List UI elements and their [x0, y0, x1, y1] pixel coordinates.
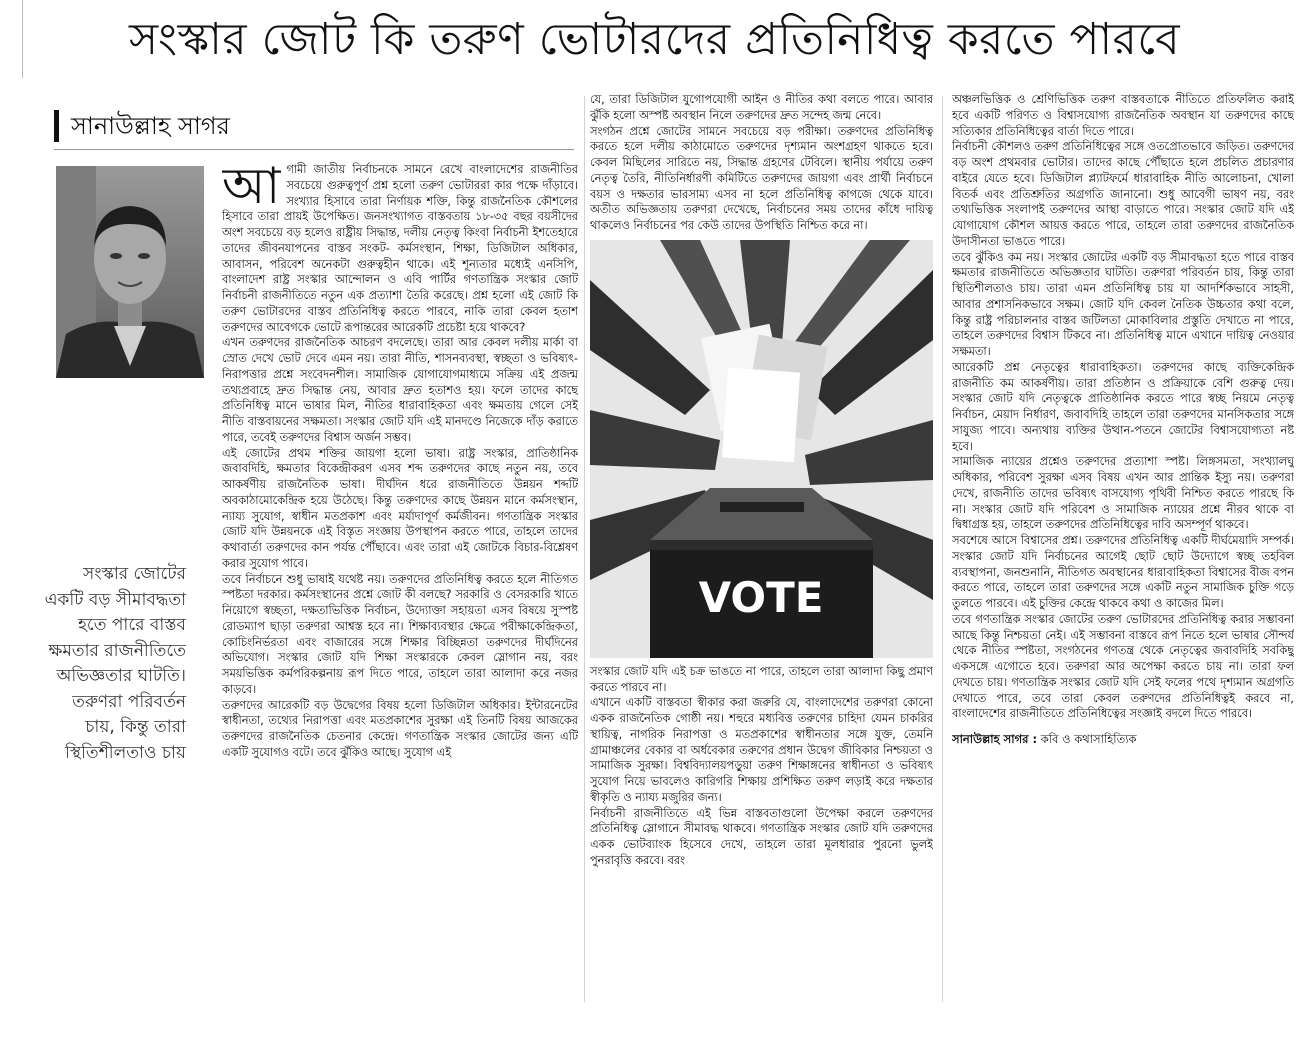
byline [54, 104, 574, 148]
vote-label: VOTE [698, 572, 824, 622]
author-note-desc: কবি ও কথাসাহিত্যিক [1040, 732, 1137, 746]
paragraph: তবে ঝুঁকিও কম নয়। সংস্কার জোটের একটি বড় সীমাবদ্ধতা হতে পারে বাস্তব ক্ষমতার রাজনীতিতে অভিজ্ঞতার ঘাটতি। তরুণরা পরিবর্তন চায়, কিন্তু তারা স্থিতিশীলতাও চায়। তারা এমন প্রতিনিধিত্ব চায় যা আদর্শিকভাবে সাহসী, আবার প্রশাসনিকভাবে সক্ষম। জোট যদি কেবল নৈতিক উচ্চতার কথা বলে, কিন্তু রাষ্ট্র পরিচালনার বাস্তব জটিলতা মোকাবিলার প্রস্তুতি দেখাতে না পারে, তাহলে তরুণদের বিশ্বাস টিকবে না। প্রতিনিধিত্ব মানে এখানে দায়িত্ব নেওয়ার সক্ষমতা। [952, 250, 1294, 358]
paragraph: তবে গণতান্ত্রিক সংস্কার জোটের তরুণ ভোটারদের প্রতিনিধিত্ব করার সম্ভাবনা আছে কিন্তু নিশ্চয়তা নেই। এই সম্ভাবনা বাস্তবে রূপ নিতে হলে ভাষার সৌন্দর্য থেকে নীতির স্পষ্টতা, সংগঠনের গণতন্ত্র থেকে নেতৃত্বের জবাবদিহি সবকিছু একসঙ্গে এগোতে হবে। তরুণরা আর অপেক্ষা করতে চায় না। তারা ফল দেখতে চায়। গণতান্ত্রিক সংস্কার জোট যদি সেই ফলের পথে দৃশ্যমান অগ্রগতি দেখাতে পারে, তবে তারা কেবল তরুণদের প্রতিনিধিত্বই করবে না, বাংলাদেশের রাজনীতিতে প্রতিনিধিত্বের সংজ্ঞাই বদলে দিতে পারবে। [952, 612, 1294, 721]
paragraph: এখন তরুণদের রাজনৈতিক আচরণ বদলেছে। তারা আর কেবল দলীয় মার্কা বা স্রোত দেখে ভোট দেবে এমন নয়। তারা নীতি, শাসনব্যবস্থা, স্বচ্ছতা ও ভবিষ্যৎ-নিরাপত্তার প্রশ্নে সংবেদনশীল। সামাজিক যোগাযোগমাধ্যমে সক্রিয় এই প্রজন্ম তথ্যপ্রবাহে দ্রুত সিদ্ধান্ত নেয়, আবার দ্রুত হতাশও হয়। ফলে তাদের কাছে প্রতিনিধিত্ব মানে ভাষার মিল, নীতির ধারাবাহিকতা এবং ক্ষমতায় গেলে সেই নীতি বাস্তবায়নের সক্ষমতা। সংস্কার জোট যদি এই মানদণ্ডে নিজেকে দাঁড় করাতে পারে, তবেই তরুণদের বিশ্বাস অর্জন সম্ভব। [222, 336, 578, 444]
article-column-3 [952, 92, 1294, 1028]
paragraph: নির্বাচনী কৌশলও তরুণ প্রতিনিধিত্বের সঙ্গে ওতপ্রোতভাবে জড়িত। তরুণদের বড় অংশ প্রথমবার ভোটার। তাদের কাছে পৌঁছাতে হলে প্রচলিত প্রচারণার বাইরে যেতে হবে। ডিজিটাল প্ল্যাটফর্মে ধারাবাহিক নীতি আলোচনা, খোলা বিতর্ক এবং প্রতিশ্রুতির অগ্রগতি জানানো। শুধু আবেগী ভাষণ নয়, বরং তথ্যভিত্তিক সংলাপই তরুণদের আস্থা বাড়াতে পারে। সংস্কার জোট যদি এই যোগাযোগ কৌশল আয়ত্ত করতে পারে, তাহলে তারা তরুণদের রাজনৈতিক উদাসীনতা ভাঙতে পারে। [952, 140, 1294, 248]
margin-rule [22, 0, 23, 78]
paragraph: অঞ্চলভিত্তিক ও শ্রেণিভিত্তিক তরুণ বাস্তবতাকে নীতিতে প্রতিফলিত করাই হবে একটি পরিণত ও বিশ্বাসযোগ্য রাজনৈতিক অবস্থান যা তরুণদের কাছে সত্যিকার প্রতিনিধিত্বের বার্তা দিতে পারে। [952, 93, 1294, 138]
paragraph: এখানে একটি বাস্তবতা স্বীকার করা জরুরি যে, বাংলাদেশের তরুণরা কোনো একক রাজনৈতিক গোষ্ঠী নয়। শহুরে মধ্যবিত্ত তরুণের চাহিদা যেমন চাকরির স্থায়িত্ব, নাগরিক নিরাপত্তা ও মতপ্রকাশের স্বাধীনতার সঙ্গে যুক্ত, তেমনি গ্রামাঞ্চলের বেকার বা অর্ধবেকার তরুণের প্রধান উদ্বেগ জীবিকার নিশ্চয়তা ও সামাজিক সুরক্ষা। বিশ্ববিদ্যালয়পড়ুয়া তরুণ শিক্ষাঙ্গনের স্বাধীনতা ও ভবিষ্যৎ সুযোগ নিয়ে ভাবলেও কারিগরি শিক্ষায় প্রশিক্ষিত তরুণ লড়াই করে দক্ষতার স্বীকৃতি ও ন্যায্য মজুরির জন্য। [590, 696, 933, 804]
paragraph: সংস্কার জোট যদি এই চক্র ভাঙতে না পারে, তাহলে তারা আলাদা কিছু প্রমাণ করতে পারবে না। [590, 664, 933, 694]
pull-quote: সংস্কার জোটের একটি বড় সীমাবদ্ধতা হতে পারে বাস্তব ক্ষমতার রাজনীতিতে অভিজ্ঞতার ঘাটতি। তরুণরা পরিবর্তন চায়, কিন্তু তারা স্থিতিশীলতাও চায় [44, 564, 186, 763]
headline-area [0, 0, 1309, 80]
headline: সংস্কার জোট কি তরুণ ভোটারদের প্রতিনিধিত্ব করতে পারবে [128, 14, 1181, 65]
paragraph: সামাজিক ন্যায়ের প্রশ্নেও তরুণদের প্রত্যাশা স্পষ্ট। লিঙ্গসমতা, সংখ্যালঘু অধিকার, পরিবেশ সুরক্ষা এসব বিষয় এখন আর প্রান্তিক ইস্যু নয়। তরুণরা দেখে, রাজনীতি তাদের ভবিষ্যৎ বাসযোগ্য পৃথিবী নিশ্চিত করতে পারছে কি না। সংস্কার জোট যদি পরিবেশ ও সামাজিক ন্যায়ের প্রশ্নে নীরব থাকে বা দ্বিধাগ্রস্ত হয়, তাহলে তরুণদের প্রতিনিধিত্বের দাবি অসম্পূর্ণ থাকবে। [952, 455, 1294, 532]
author-note-name: সানাউল্লাহ সাগর : [952, 732, 1038, 746]
paragraph: আরেকটি প্রশ্ন নেতৃত্বের ধারাবাহিকতা। তরুণদের কাছে ব্যক্তিকেন্দ্রিক রাজনীতি কম আকর্ষণীয়। তারা প্রতিষ্ঠান ও প্রক্রিয়াকে বেশি গুরুত্ব দেয়। সংস্কার জোট যদি নেতৃত্বকে প্রাতিষ্ঠানিক করতে পারে স্বচ্ছ নিয়মে নেতৃত্ব নির্বাচন, মেয়াদ নির্ধারণ, জবাবদিহি তাহলে তারা তরুণদের মানসিকতার সঙ্গে সাযুজ্য পাবে। অন্যথায় ব্যক্তির উত্থান-পতনে জোটের বিশ্বাসযোগ্যতা নষ্ট হবে। [952, 360, 1294, 453]
paragraph: নির্বাচনী রাজনীতিতে এই ভিন্ন বাস্তবতাগুলো উপেক্ষা করলে তরুণদের প্রতিনিধিত্ব স্লোগানে সীমাবদ্ধ থাকবে। গণতান্ত্রিক সংস্কার জোট যদি তরুণদের একক ভোটব্যাংক হিসেবে দেখে, তাহলে তারা মূলধারার পুরনো ভুলই পুনরাবৃত্তি করবে। বরং [590, 806, 933, 867]
article-column-1 [222, 162, 578, 1028]
paragraph: সংগঠন প্রশ্নে জোটের সামনে সবচেয়ে বড় পরীক্ষা। তরুণদের প্রতিনিধিত্ব করতে হলে দলীয় কাঠামোতে তরুণদের দৃশ্যমান অংশগ্রহণ থাকতে হবে। কেবল মিছিলের সারিতে নয়, সিদ্ধান্ত গ্রহণের টেবিলে। স্থানীয় পর্যায়ে তরুণ নেতৃত্ব তৈরি, নীতিনির্ধারণী কমিটিতে তরুণদের জায়গা এবং প্রার্থী নির্বাচনে বয়স ও দক্ষতার ভারসাম্য এসব না হলে প্রতিনিধিত্ব কাগজে থেকে যাবে। অতীত অভিজ্ঞতায় তরুণরা দেখেছে, নির্বাচনের সময় তাদের কাঁধে দায়িত্ব থাকলেও নির্বাচনের পর কেউ তাদের উপস্থিতি নিশ্চিত করে না। [590, 124, 933, 232]
drop-cap: আ [222, 162, 281, 215]
paragraph: এই জোটের প্রথম শক্তির জায়গা হলো ভাষা। রাষ্ট্র সংস্কার, প্রাতিষ্ঠানিক জবাবদিহি, ক্ষমতার বিকেন্দ্রীকরণ এসব শব্দ তরুণদের কাছে নতুন নয়, তবে আকর্ষণীয় রাজনৈতিক ভাষা। দীর্ঘদিন ধরে রাজনীতিতে উন্নয়ন শব্দটি অবকাঠামোকেন্দ্রিক হয়ে উঠেছে। কিন্তু তরুণদের কাছে উন্নয়ন মানে কর্মসংস্থান, ন্যায্য সুযোগ, স্বাধীন মতপ্রকাশ এবং মর্যাদাপূর্ণ কর্মজীবন। গণতান্ত্রিক সংস্কার জোট যদি উন্নয়নকে এই বিস্তৃত সংজ্ঞায় উপস্থাপন করতে পারে, তাহলে তাদের কথাবার্তা তরুণদের কান পর্যন্ত পৌঁছাবে। এবং তারা এই জোটকে বিচার-বিশ্লেষণ করার সুযোগ পাবে। [222, 446, 578, 570]
column-divider [942, 96, 943, 1002]
article-column-2 [590, 92, 933, 1028]
vote-ballot-box-illustration [590, 240, 933, 658]
byline-divider [54, 149, 574, 150]
byline-bar [54, 110, 59, 142]
author-note [952, 732, 1294, 748]
author-name: সানাউল্লাহ সাগর [71, 112, 230, 140]
paragraph: সবশেষে আসে বিশ্বাসের প্রশ্ন। তরুণদের প্রতিনিধিত্ব একটি দীর্ঘমেয়াদি সম্পর্ক। সংস্কার জোট যদি নির্বাচনের আগেই ছোট ছোট উদ্যোগে স্বচ্ছ তহবিল ব্যবস্থাপনা, জনশুনানি, নীতিগত অবস্থানের ধারাবাহিকতা বিশ্বাসের বীজ বপন করতে পারে, তাহলে তারা তরুণদের সঙ্গে একটি নতুন সামাজিক চুক্তি গড়ে তুলতে পারবে। এই চুক্তির কেন্দ্রে থাকবে কথা ও কাজের মিল। [952, 534, 1294, 610]
paragraph: তরুণদের আরেকটি বড় উদ্বেগের বিষয় হলো ডিজিটাল অধিকার। ইন্টারনেটের স্বাধীনতা, তথ্যের নিরাপত্তা এবং মতপ্রকাশের সুরক্ষা এই তিনটি বিষয় আজকের তরুণদের রাজনৈতিক চেতনার কেন্দ্রে। গণতান্ত্রিক সংস্কার জোটের জন্য এটি একটি সুযোগও বটে। তবে ঝুঁকিও আছে। সুযোগ এই [222, 698, 578, 759]
column-divider [584, 96, 585, 1002]
paragraph: তবে নির্বাচনে শুধু ভাষাই যথেষ্ট নয়। তরুণদের প্রতিনিধিত্ব করতে হলে নীতিগত স্পষ্টতা দরকার। কর্মসংস্থানের প্রশ্নে জোট কী বলছে? সরকারি ও বেসরকারি খাতে নিয়োগে স্বচ্ছতা, দক্ষতাভিত্তিক নির্বাচন, উদ্যোক্তা সহায়তা এসব বিষয়ে সুস্পষ্ট রোডম্যাপ ছাড়া তরুণরা আশ্বস্ত হবে না। শিক্ষাব্যবস্থার ক্ষেত্রে পরীক্ষাকেন্দ্রিকতা, কোচিংনির্ভরতা এবং বাজারের সঙ্গে শিক্ষার বিচ্ছিন্নতা তরুণদের দীর্ঘদিনের অভিযোগ। সংস্কার জোট যদি শিক্ষা সংস্কারকে কেবল স্লোগান নয়, বরং সময়ভিত্তিক কর্মপরিকল্পনায় রূপ দিতে পারে, তাহলে তারা আলাদা করে নজর কাড়বে। [222, 572, 578, 696]
paragraph: যে, তারা ডিজিটাল যুগোপযোগী আইন ও নীতির কথা বলতে পারে। আবার ঝুঁকি হলো অস্পষ্ট অবস্থান নিলে তরুণদের দ্রুত সন্দেহ জন্ম নেবে। [590, 93, 933, 122]
author-photo [56, 166, 204, 378]
paragraph: গামী জাতীয় নির্বাচনকে সামনে রেখে বাংলাদেশের রাজনীতির সবচেয়ে গুরুত্বপূর্ণ প্রশ্ন হলো তরুণ ভোটাররা কার পক্ষে দাঁড়াবে। সংখ্যার হিসাবে তারা নির্ণায়ক শক্তি, কিন্তু রাজনৈতিক কৌশলের হিসাবে তারা প্রায়ই উপেক্ষিত। জনসংখ্যাগত বাস্তবতায় ১৮-৩৫ বছর বয়সীদের অংশ সবচেয়ে বড় হলেও রাষ্ট্রীয় সিদ্ধান্ত, দলীয় নেতৃত্ব কিংবা নির্বাচনী ইশতেহারে তাদের জীবনযাপনের বাস্তব সংকট- কর্মসংস্থান, শিক্ষা, ডিজিটাল অধিকার, আবাসন, পরিবেশ অনেকটা গুরুত্বহীন থাকে। এই শূন্যতার মধ্যেই এনসিপি, বাংলাদেশ রাষ্ট্র সংস্কার আন্দোলন ও এবি পার্টির গণতান্ত্রিক সংস্কার জোট নির্বাচনী রাজনীতিতে নতুন এক প্রত্যাশা তৈরি করেছে। প্রশ্ন হলো এই জোট কি তরুণ ভোটারদের বাস্তব প্রতিনিধিত্ব করতে পারবে, নাকি তারা কেবল হতাশ তরুণদের আবেগকে ভোটে রূপান্তরের আরেকটি প্রচেষ্টা হয়ে থাকবে? [222, 163, 578, 334]
